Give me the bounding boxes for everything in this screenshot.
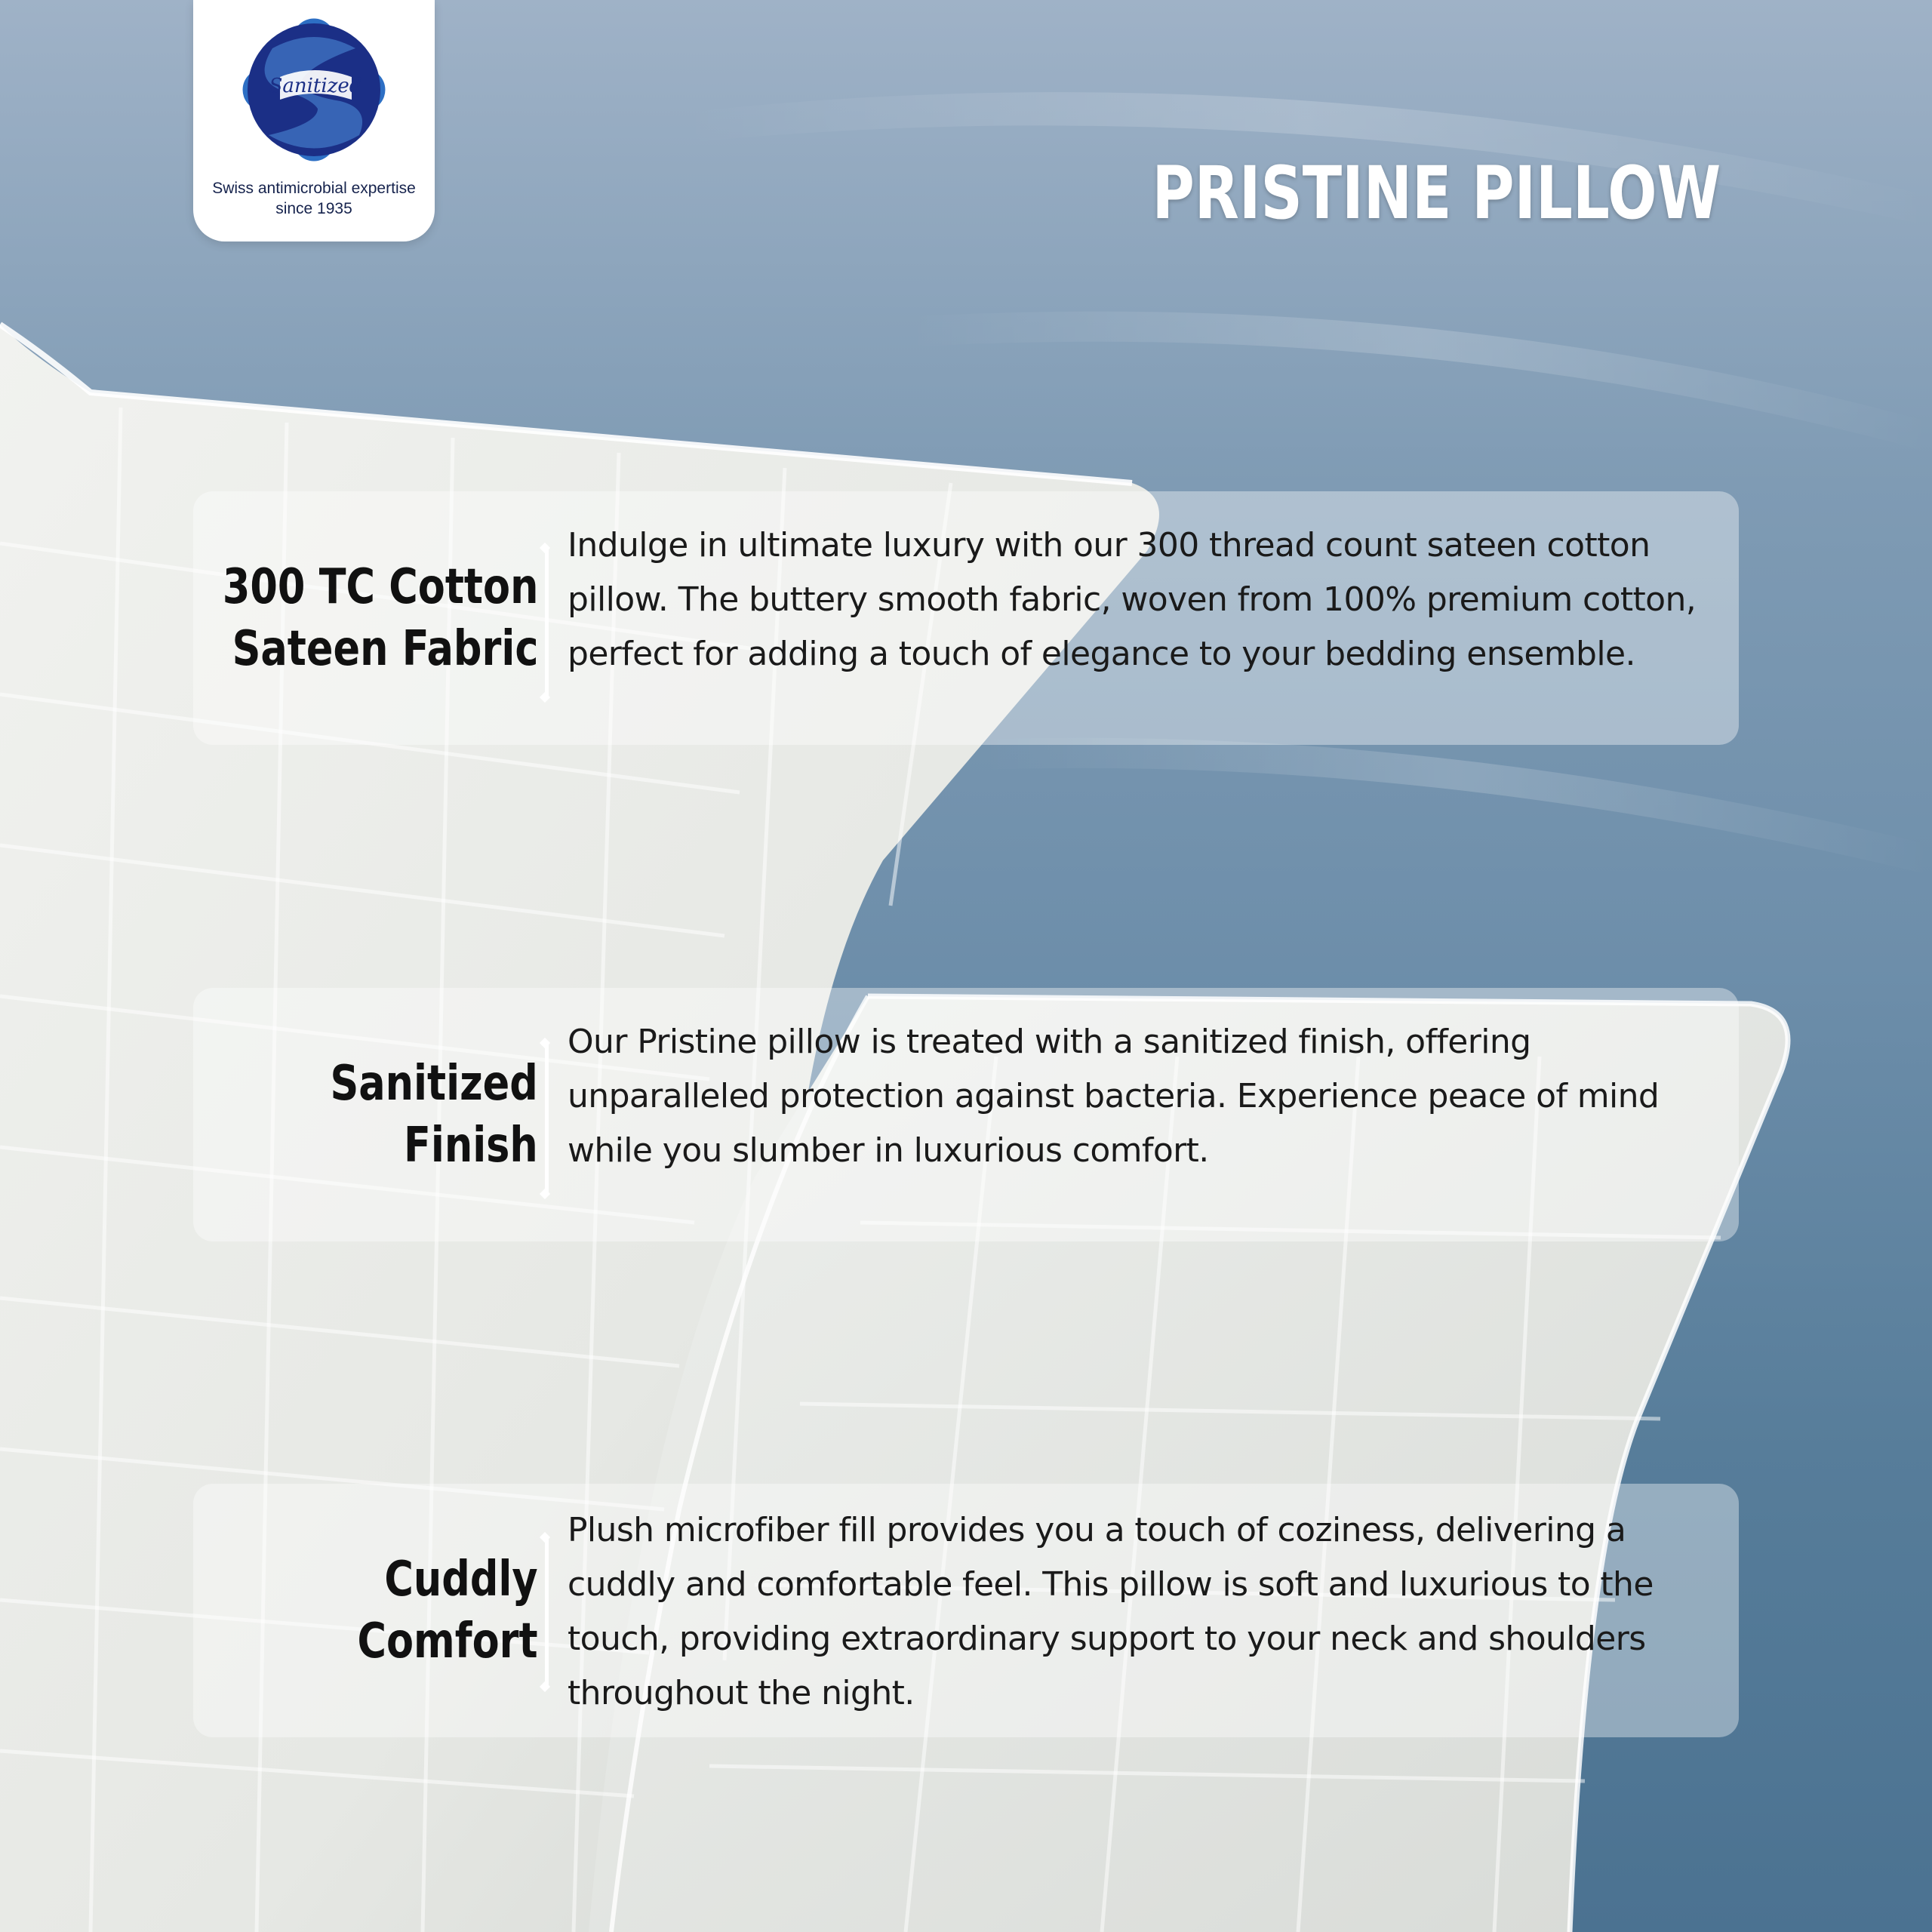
sanitized-logo-card (193, 0, 435, 242)
feature-description: Indulge in ultimate luxury with our 300 thread count sateen cotton pillow. The buttery smooth fabric, woven from 100% premium cotton, perfect for adding a touch of elegance to your bedding ensemble. (568, 526, 1697, 673)
sanitized-logo (227, 3, 401, 177)
feature-heading-line-2: Finish (404, 1118, 538, 1174)
feature-divider (545, 549, 549, 697)
feature-heading (214, 1484, 538, 1737)
feature-description: Plush microfiber fill provides you a touch of coziness, delivering a cuddly and comfortable feel. This pillow is soft and luxurious to the touch, providing extraordinary support to your neck and shoulders throughout the night. (568, 1511, 1654, 1712)
feature-card-sanitized (193, 988, 1739, 1241)
feature-description: Our Pristine pillow is treated with a sanitized finish, offering unparalleled protection against bacteria. Experience peace of mind while you slumber in luxurious comfort. (568, 1023, 1660, 1170)
feature-heading-line-2: Comfort (357, 1614, 538, 1669)
feature-heading-line-1: 300 TC Cotton (222, 559, 538, 615)
feature-heading-line-2: Sateen Fabric (232, 621, 538, 677)
feature-card-comfort (193, 1484, 1739, 1737)
feature-heading-line-1: Sanitized (330, 1056, 538, 1112)
page-title: PRISTINE PILLOW (1152, 151, 1721, 235)
feature-heading (214, 491, 538, 745)
tagline-line-2: since 1935 (275, 200, 352, 217)
feature-card-cotton (193, 491, 1739, 745)
logo-wordmark: Sanitized (269, 75, 362, 97)
feature-divider (545, 1044, 549, 1193)
tagline-line-1: Swiss antimicrobial expertise (212, 180, 416, 197)
feature-heading (214, 988, 538, 1241)
feature-divider (545, 1538, 549, 1686)
logo-tagline (193, 178, 435, 219)
feature-heading-line-1: Cuddly (384, 1552, 538, 1607)
